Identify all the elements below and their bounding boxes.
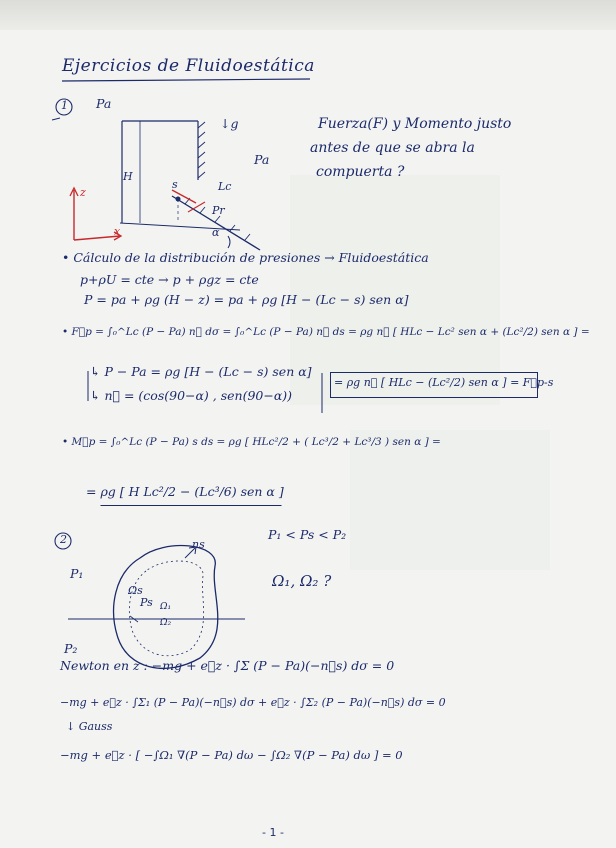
p2-label: P₂: [64, 641, 78, 656]
sub-equation-2: ↳ n⃗ = (cos(90−α) , sen(90−α)): [90, 388, 293, 403]
gauss-note: ↓ Gauss: [66, 720, 113, 733]
ex1-number: 1: [61, 99, 68, 112]
equation-2: P = pa + ρg (H − z) = pa + ρg [H − (Lc − s) sen α]: [84, 292, 409, 307]
s-arrow: [172, 190, 196, 203]
z-label: z: [80, 186, 86, 199]
question-line-1: Fuerza(F) y Momento justo: [318, 116, 512, 132]
omega2-label: Ω₂: [160, 618, 172, 628]
split-equation: −mg + e⃗z · ∫Σ₁ (P − Pa)(−n⃗s) dσ + e⃗z · ∫Σ₂ (P − Pa)(−n⃗s) dσ = 0: [60, 696, 446, 709]
pr-label: Pr: [212, 204, 225, 217]
ps-label: Ps: [140, 596, 153, 609]
H-label: H: [123, 170, 133, 183]
calc-intro: • Cálculo de la distribución de presiones → Fluidoestática: [62, 250, 429, 265]
page-number: - 1 -: [262, 826, 284, 839]
moment-result-underline: [100, 480, 282, 506]
ex2-question: Ω₁, Ω₂ ?: [272, 572, 332, 590]
moment-result: = ρg [ H Lc²/2 − (Lc³/6) sen α ]: [86, 484, 284, 499]
page-title: Ejercicios de Fluidoestática: [62, 56, 315, 76]
notebook-page: [0, 18, 616, 848]
g-label: ↓g: [220, 116, 239, 131]
lc-label: Lc: [218, 180, 232, 193]
ex2-number: 2: [60, 533, 67, 546]
pa-right-label: Pa: [254, 152, 270, 167]
p1-label: P₁: [70, 566, 84, 581]
newton-equation: Newton en z : −mg + e⃗z · ∫Σ (P − Pa)(−n⃗s) dσ = 0: [60, 658, 395, 673]
wall-hatching: [198, 122, 205, 178]
ns-label: ns: [192, 538, 205, 551]
pressure-condition: P₁ < Ps < P₂: [268, 527, 347, 542]
gauss-equation: −mg + e⃗z · [ −∫Ω₁ ∇(P − Pa) dω − ∫Ω₂ ∇(P − Pa) dω ] = 0: [60, 748, 403, 762]
alpha-arc: [228, 236, 230, 248]
alpha-label: α: [212, 226, 220, 239]
question-line-3: compuerta ?: [316, 164, 405, 180]
sub-equation-1: ↳ P − Pa = ρg [H − (Lc − s) sen α]: [90, 364, 312, 379]
equation-1: p+ρU = cte → p + ρgz = cte: [80, 272, 259, 287]
force-equation: • F⃗p = ∫₀^Lc (P − Pa) n⃗ dσ = ∫₀^Lc (P − Pa) n⃗ ds = ρg n⃗ [ HLc − Lc² sen α + (Lc²/2) sen α ] =: [62, 326, 590, 338]
question-line-2: antes de que se abra la: [310, 140, 475, 156]
pa-top-label: Pa: [96, 96, 112, 111]
omega-s-label: Ωs: [128, 584, 143, 597]
omega1-label: Ω₁: [160, 602, 172, 612]
moment-equation: • M⃗p = ∫₀^Lc (P − Pa) s ds = ρg [ HLc²/2 + ( Lc³/2 + Lc³/3 ) sen α ] =: [62, 436, 441, 448]
title-underline: [62, 79, 310, 81]
s-label: s: [172, 178, 178, 191]
force-result: = ρg n⃗ [ HLc − (Lc²/2) sen α ] = F⃗p-s: [334, 376, 554, 389]
x-label: x: [114, 225, 121, 238]
